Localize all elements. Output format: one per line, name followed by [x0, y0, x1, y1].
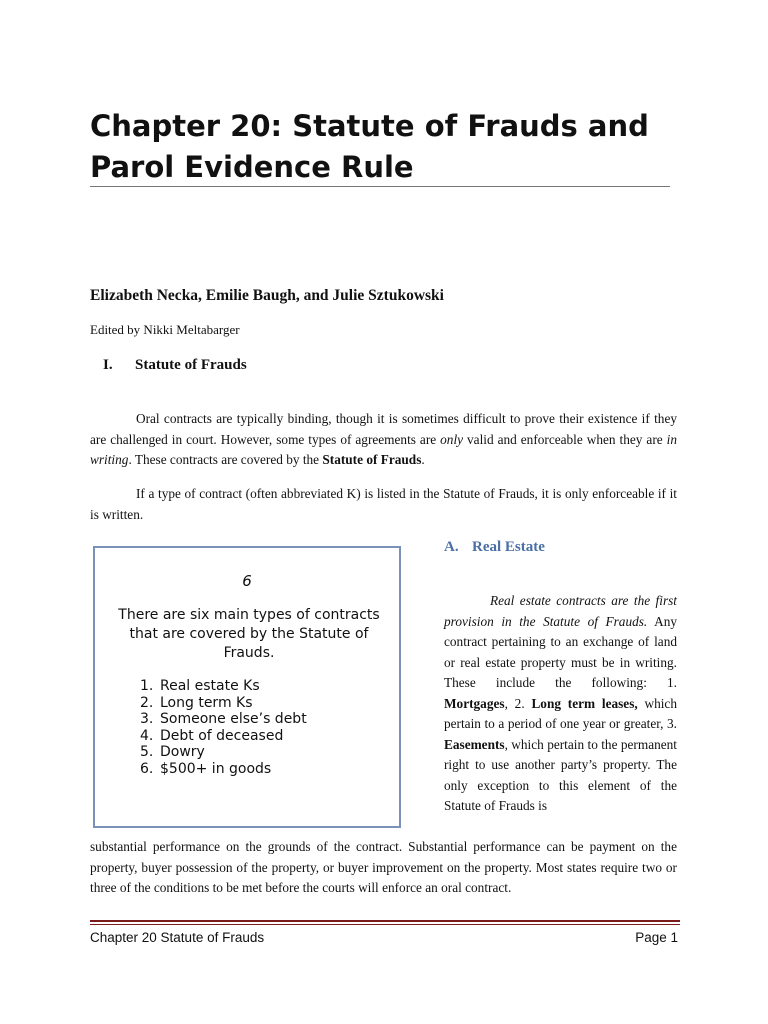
- bold-easements: Easements: [444, 736, 505, 752]
- list-number: 1.: [140, 678, 154, 694]
- list-item: [140, 678, 307, 695]
- callout-title: 6: [242, 572, 252, 590]
- footer-rule-thin: [90, 924, 680, 925]
- list-label: Debt of deceased: [160, 727, 284, 744]
- subsection-title: Real Estate: [472, 539, 545, 555]
- list-number: 4.: [140, 727, 154, 744]
- list-label: Real estate Ks: [160, 678, 260, 694]
- chapter-title: Chapter 20: Statute of Frauds and Parol Evidence Rule: [90, 109, 649, 184]
- real-estate-paragraph: [444, 591, 677, 817]
- text-run: . These contracts are covered by the: [128, 452, 323, 467]
- title-underline: [90, 186, 670, 187]
- text-run: Oral contracts are typically binding, though it is sometimes difficult to prove their existence if they are challenged in court. However, some types of agreements are: [90, 411, 677, 447]
- footer-page-number: Page 1: [635, 930, 678, 945]
- real-estate-paragraph-continued: substantial performance on the grounds of the contract. Substantial performance can be payment on the property, buyer possession of the property, or buyer improvement on the property. Most states require two or three of the conditions to be met before the courts will enforce an oral contract.: [90, 839, 677, 895]
- section-heading: [103, 357, 247, 374]
- emphasis-only: only: [440, 431, 464, 447]
- list-number: 2.: [140, 694, 154, 711]
- list-item: [140, 728, 307, 745]
- list-number: 5.: [140, 744, 154, 761]
- list-item: [140, 695, 307, 712]
- editor-credit: Edited by Nikki Meltabarger: [90, 322, 240, 337]
- list-item: [140, 744, 307, 761]
- list-label: Long term Ks: [160, 694, 253, 711]
- list-item: [140, 711, 307, 728]
- list-label: $500+ in goods: [160, 760, 272, 777]
- text-run: , 2.: [504, 695, 532, 711]
- section-number: I.: [103, 357, 113, 373]
- authors: Elizabeth Necka, Emilie Baugh, and Julie Sztukowski: [90, 287, 444, 304]
- text-run: valid and enforceable when they are: [463, 431, 667, 447]
- list-label: Dowry: [160, 744, 205, 761]
- second-paragraph: If a type of contract (often abbreviated K) is listed in the Statute of Frauds, it is only enforceable if it is written.: [90, 486, 677, 522]
- list-item: [140, 761, 307, 778]
- list-number: 3.: [140, 711, 154, 728]
- text-run: .: [421, 452, 425, 467]
- emphasis-in-writing: in writing: [90, 431, 677, 467]
- list-label: Someone else’s debt: [160, 711, 307, 728]
- list-number: 6.: [140, 760, 154, 777]
- text-run: Any contract pertaining to an exchange of land or real estate property must be in writing. These include the following: 1.: [444, 613, 677, 690]
- section-title: Statute of Frauds: [135, 357, 247, 373]
- intro-paragraph: [90, 409, 677, 471]
- callout-box: [93, 546, 401, 828]
- emphasis-intro: Real estate contracts are the first provision in the Statute of Frauds.: [444, 593, 677, 629]
- bold-mortgages: Mortgages: [444, 695, 505, 711]
- bold-long-term-leases: Long term leases,: [531, 695, 638, 711]
- subsection-heading: [444, 539, 545, 556]
- footer-rule: [90, 920, 680, 922]
- contract-types-list: [140, 678, 307, 778]
- subsection-letter: A.: [444, 539, 459, 555]
- callout-description: There are six main types of contracts that are covered by the Statute of Frauds.: [118, 607, 380, 661]
- text-run: , which pertain to the permanent right to use another party’s property. The only exception to this element of the Statute of Frauds is: [444, 736, 677, 813]
- bold-statute-of-frauds: Statute of Frauds: [322, 452, 422, 467]
- footer-chapter: Chapter 20 Statute of Frauds: [90, 930, 265, 945]
- text-run: which pertain to a period of one year or greater, 3.: [444, 695, 677, 731]
